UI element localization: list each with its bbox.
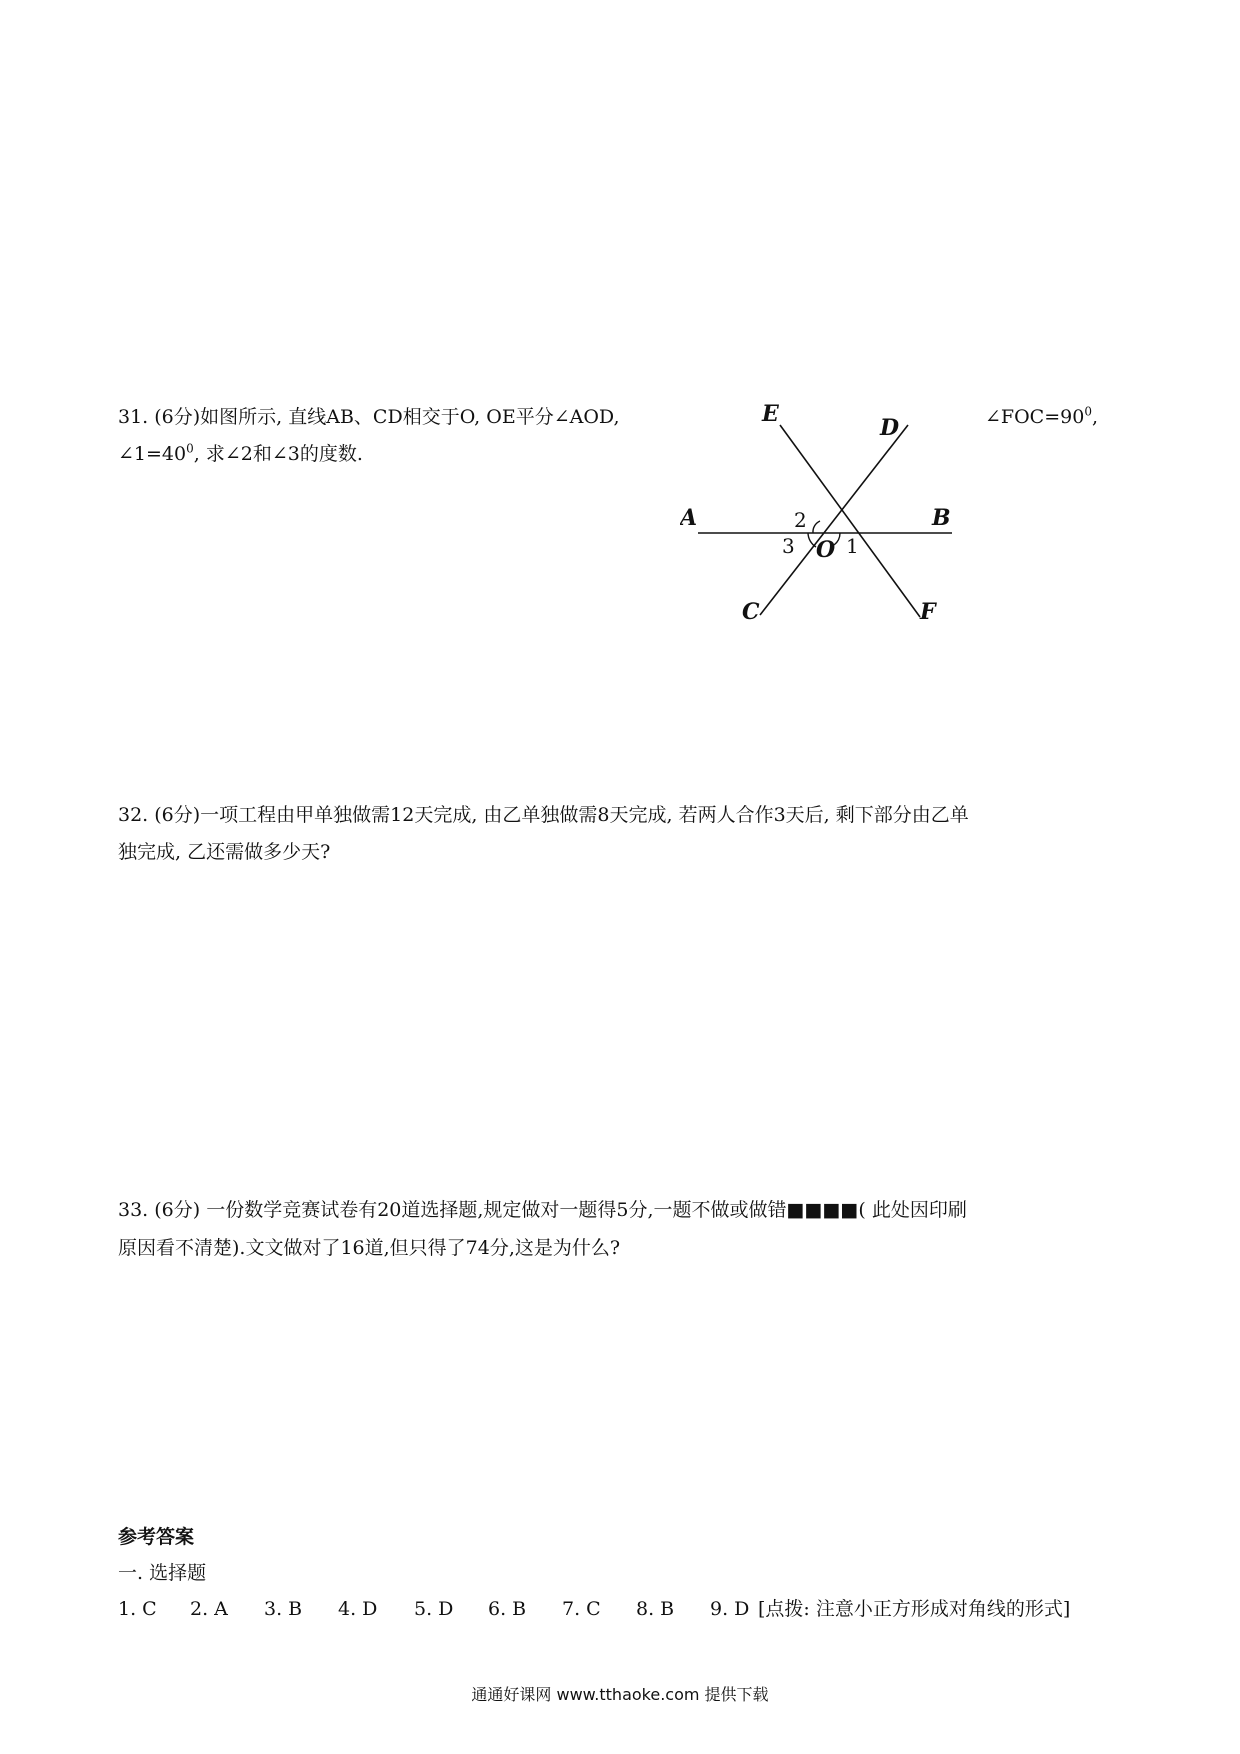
- q31-line2: [118, 442, 363, 466]
- q31-line1-left: [118, 405, 620, 429]
- q32-line1: 32. (6分)一项工程由甲单独做需12天完成, 由乙单独做需8天完成, 若两人合作3天后, 剩下部分由乙单: [118, 804, 969, 826]
- answers-row: [118, 1597, 1070, 1621]
- q32-line2: 独完成, 乙还需做多少天?: [118, 841, 331, 863]
- answers-heading: 参考答案: [118, 1526, 195, 1548]
- q31-line1-right: [985, 405, 1098, 429]
- answer-item: 5. D: [414, 1598, 454, 1620]
- answer-item: 9. D: [710, 1598, 750, 1620]
- angle-2-label: 2: [794, 508, 807, 532]
- label-f: F: [920, 599, 936, 625]
- answer-item: 6. B: [488, 1598, 527, 1620]
- label-d: D: [880, 415, 900, 441]
- q31-angle1-degree: 0: [186, 441, 194, 456]
- answer-item: 4. D: [338, 1598, 378, 1620]
- q31-foc-degree: 0: [1084, 404, 1092, 419]
- answer-item: 1. C: [118, 1598, 157, 1620]
- answers-section-title: 一. 选择题: [118, 1562, 207, 1584]
- answer-hint: [点拨: 注意小正方形成对角线的形式]: [758, 1598, 1071, 1620]
- q33-line2: 原因看不清楚).文文做对了16道,但只得了74分,这是为什么?: [118, 1237, 621, 1259]
- label-b: B: [932, 505, 951, 531]
- q31-line1-text: 31. (6分)如图所示, 直线AB、CD相交于O, OE平分∠AOD,: [118, 406, 620, 428]
- q33-line1: 33. (6分) 一份数学竞赛试卷有20道选择题,规定做对一题得5分,一题不做或做错■■■■( 此处因印刷: [118, 1199, 967, 1221]
- q31-geometry-figure: [680, 395, 1000, 635]
- answer-item: 8. B: [636, 1598, 675, 1620]
- label-c: C: [742, 599, 760, 625]
- q31-foc-comma: ,: [1091, 406, 1099, 428]
- angle-1-label: 1: [846, 534, 859, 558]
- answer-item: 3. B: [264, 1598, 303, 1620]
- label-a: A: [680, 505, 698, 531]
- angle-2-arc: [813, 521, 820, 533]
- angle-3-label: 3: [782, 534, 795, 558]
- label-o: O: [816, 537, 836, 563]
- line-cd: [760, 425, 908, 615]
- q31-foc-text: ∠FOC=90: [985, 406, 1085, 428]
- q31-angle1-text: ∠1=40: [118, 443, 187, 465]
- page-footer: 通通好课网 www.tthaoke.com 提供下载: [471, 1685, 769, 1704]
- answer-item: 7. C: [562, 1598, 601, 1620]
- q31-question-text: , 求∠2和∠3的度数.: [193, 443, 363, 465]
- label-e: E: [762, 401, 779, 427]
- answer-item: 2. A: [190, 1598, 228, 1620]
